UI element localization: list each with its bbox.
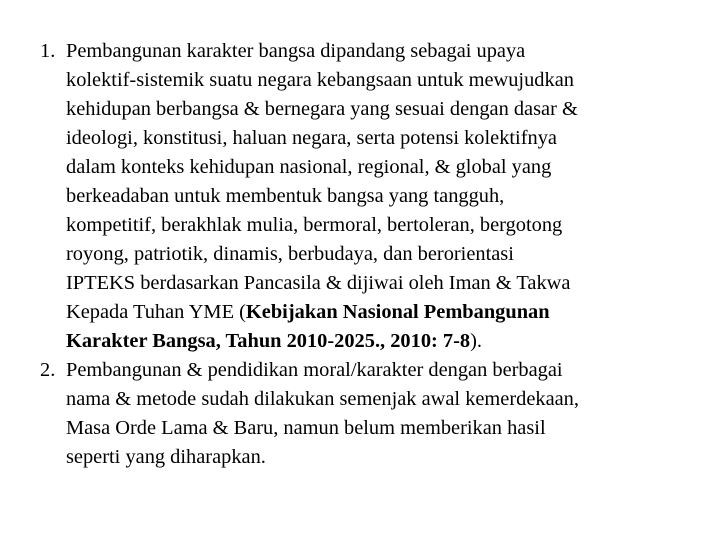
text-line: berkeadaban untuk membentuk bangsa yang tangguh, bbox=[66, 185, 505, 207]
text-line: kompetitif, berakhlak mulia, bermoral, bertoleran, bergotong bbox=[66, 214, 563, 236]
text-line: Pembangunan & pendidikan moral/karakter dengan berbagai bbox=[66, 359, 563, 381]
citation-bold: Kebijakan Nasional Pembangunan bbox=[245, 301, 550, 323]
text-line: seperti yang diharapkan. bbox=[66, 446, 266, 468]
list-item-2 bbox=[40, 356, 680, 472]
text-normal: Kepada Tuhan YME ( bbox=[66, 301, 246, 323]
list-item-1 bbox=[40, 37, 680, 356]
text-normal: ). bbox=[470, 330, 482, 352]
list-number: 2. bbox=[40, 359, 56, 381]
text-line: kehidupan berbangsa & bernegara yang sesuai dengan dasar & bbox=[66, 98, 578, 120]
text-line: royong, patriotik, dinamis, berbudaya, dan berorientasi bbox=[66, 243, 514, 265]
text-line: kolektif-sistemik suatu negara kebangsaan untuk mewujudkan bbox=[66, 69, 574, 91]
text-line: IPTEKS berdasarkan Pancasila & dijiwai oleh Iman & Takwa bbox=[66, 272, 571, 294]
list-number: 1. bbox=[40, 40, 56, 62]
text-line bbox=[66, 298, 680, 327]
text-line: Masa Orde Lama & Baru, namun belum memberikan hasil bbox=[66, 417, 546, 439]
text-line: ideologi, konstitusi, haluan negara, serta potensi kolektifnya bbox=[66, 127, 557, 149]
text-line: dalam konteks kehidupan nasional, regional, & global yang bbox=[66, 156, 552, 178]
citation-bold: Karakter Bangsa, Tahun 2010-2025., 2010: 7-8 bbox=[66, 330, 471, 352]
text-line: nama & metode sudah dilakukan semenjak awal kemerdekaan, bbox=[66, 388, 579, 410]
numbered-list bbox=[40, 37, 680, 472]
text-line: Pembangunan karakter bangsa dipandang sebagai upaya bbox=[66, 40, 526, 62]
text-line bbox=[66, 327, 680, 356]
